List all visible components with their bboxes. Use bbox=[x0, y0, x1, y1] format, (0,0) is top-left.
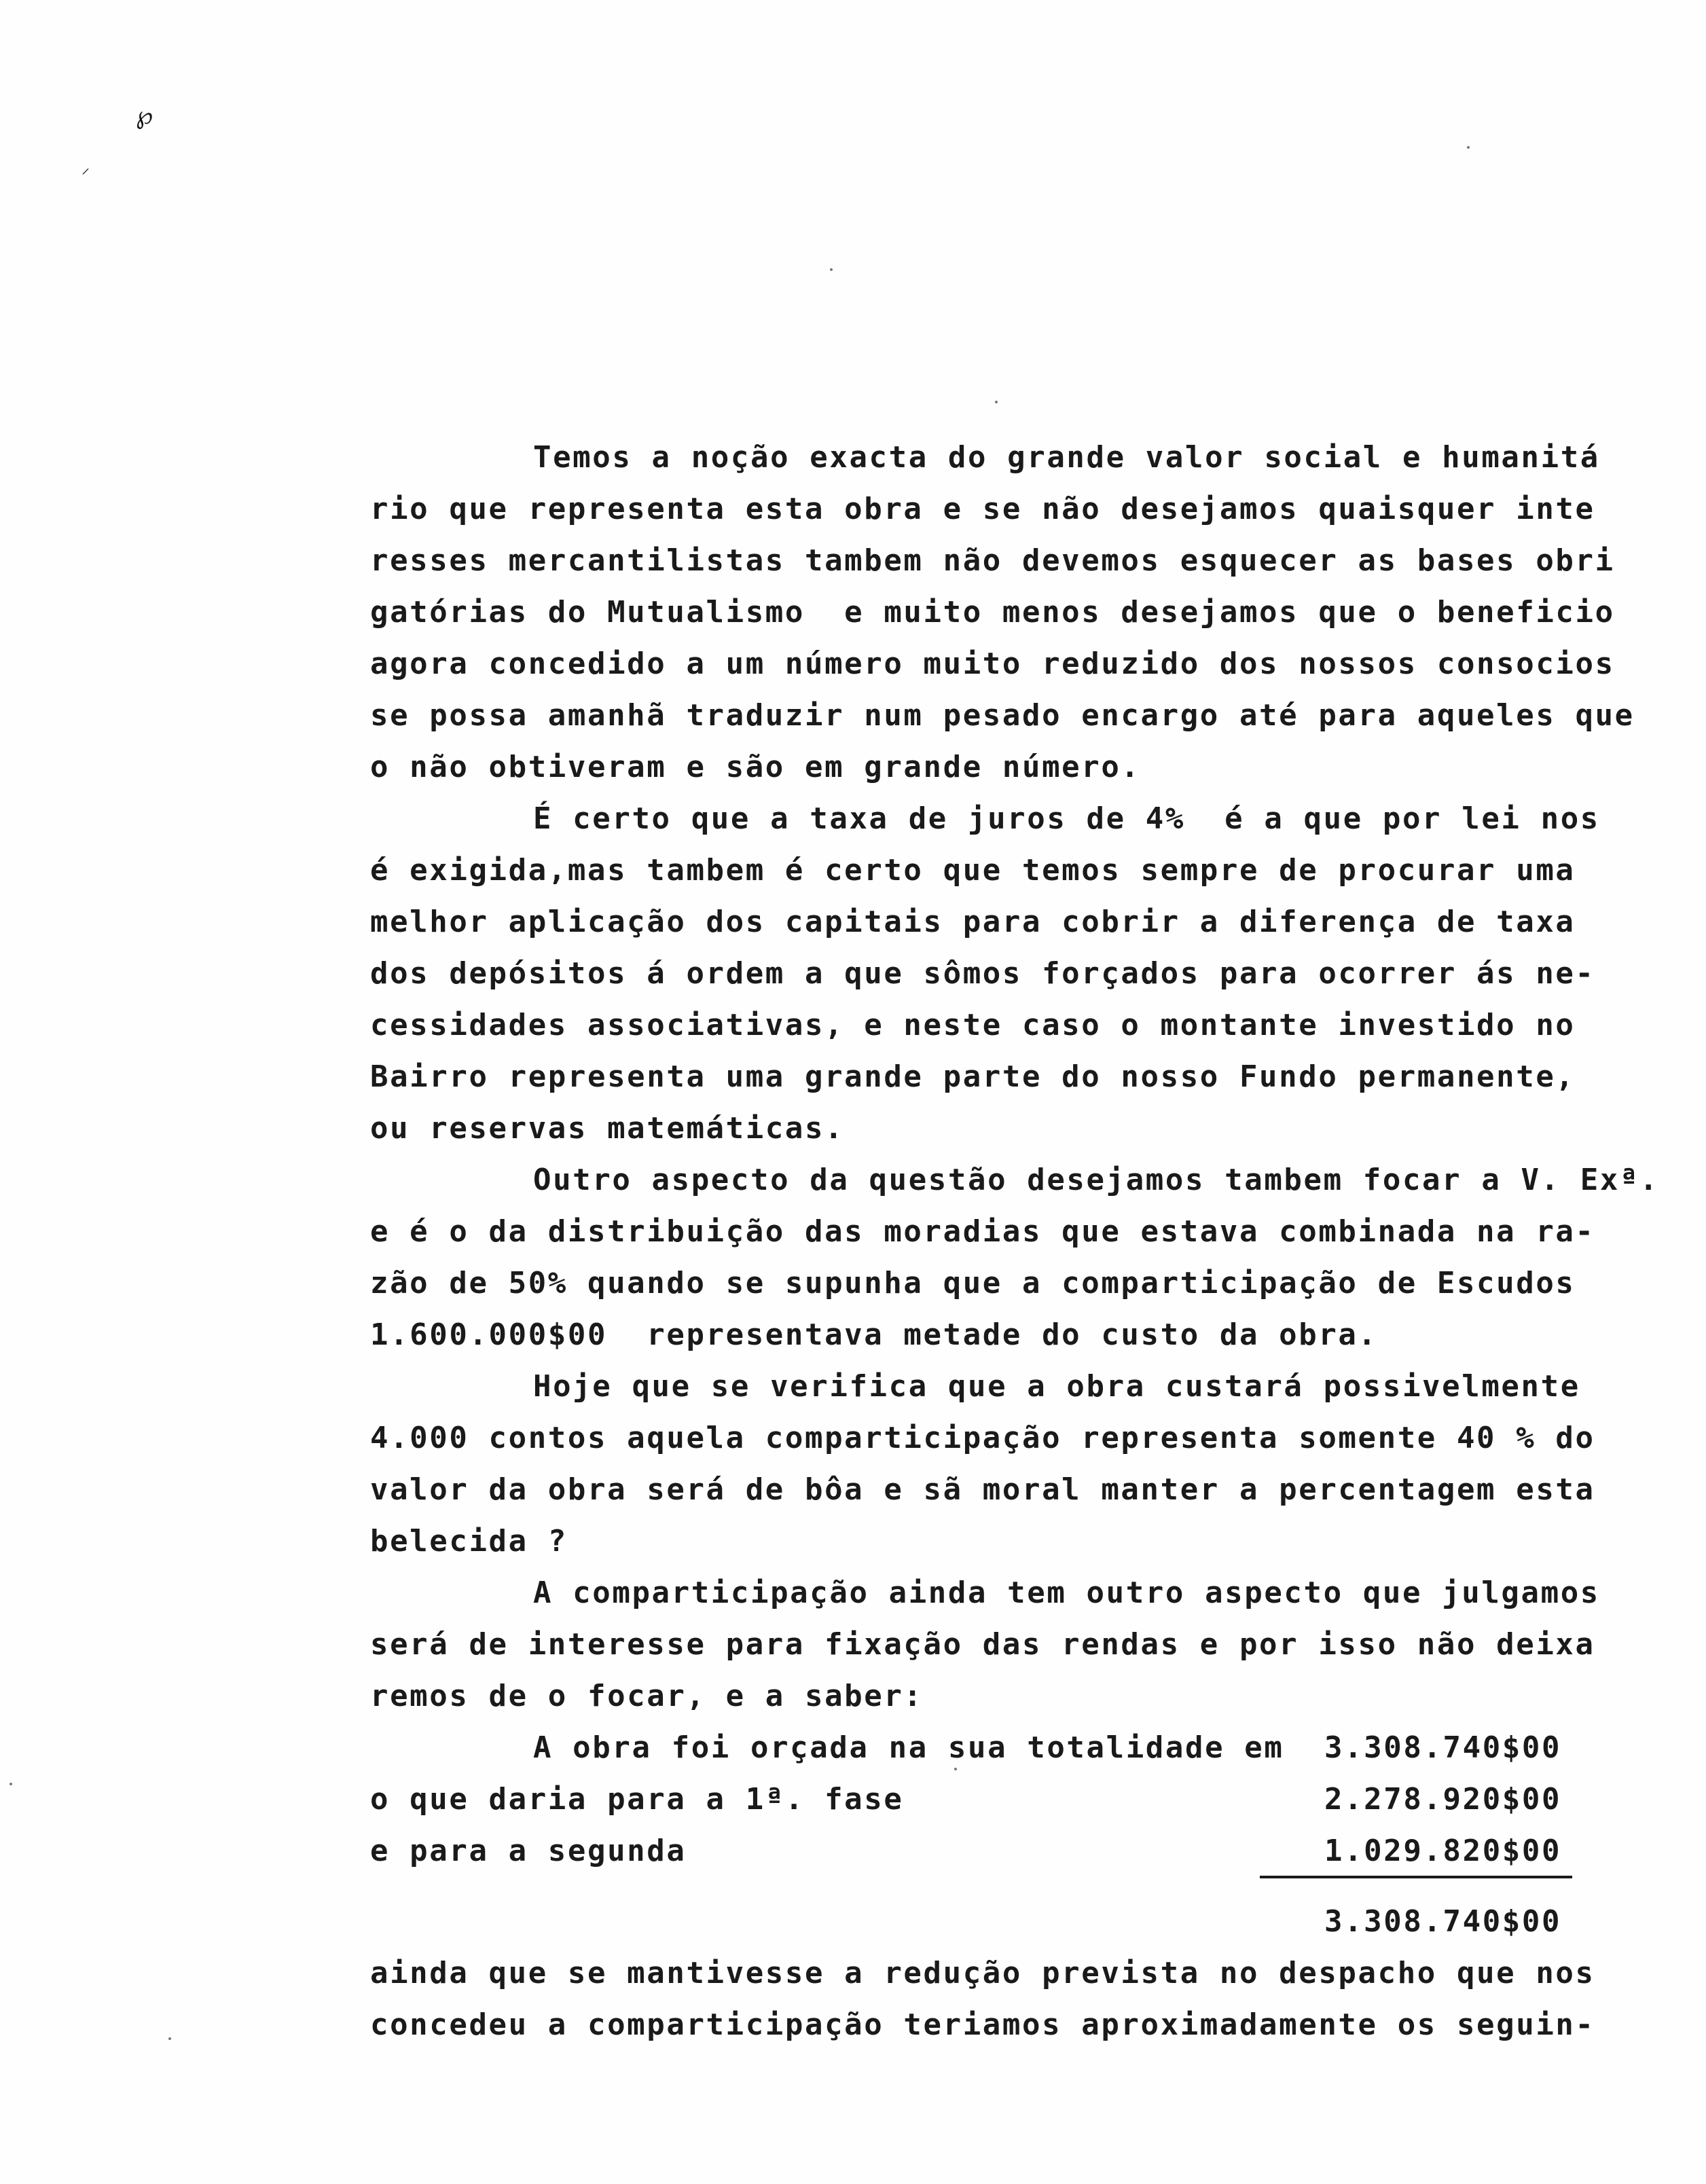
budget-phase2-label: e para a segunda bbox=[370, 1834, 687, 1868]
paragraph-5-line-3: remos de o focar, e a saber: bbox=[370, 1679, 924, 1713]
paragraph-3-line-3: zão de 50% quando se supunha que a comparticipação de Escudos bbox=[370, 1266, 1576, 1300]
paper-speck bbox=[168, 2037, 171, 2040]
budget-phase1-label: o que daria para a 1ª. fase bbox=[370, 1782, 904, 1817]
paragraph-3-line-2: e é o da distribuição das moradias que estava combinada na ra- bbox=[370, 1214, 1595, 1249]
paragraph-5-line-2: será de interesse para fixação das rendas e por isso não deixa bbox=[370, 1627, 1595, 1662]
paragraph-1-line-5: agora concedido a um número muito reduzido dos nossos consocios bbox=[370, 647, 1615, 681]
paragraph-2-line-1: É certo que a taxa de juros de 4% é a que por lei nos bbox=[533, 801, 1600, 836]
paragraph-2-line-3: melhor aplicação dos capitais para cobrir a diferença de taxa bbox=[370, 905, 1576, 939]
closing-line-1: ainda que se mantivesse a redução prevista no despacho que nos bbox=[370, 1956, 1595, 1990]
paper-speck bbox=[995, 401, 998, 403]
closing-line-2: concedeu a comparticipação teriamos aproximadamente os seguin- bbox=[370, 2007, 1595, 2042]
budget-total-value: 3.308.740$00 bbox=[1324, 1730, 1562, 1765]
paragraph-2-line-4: dos depósitos á ordem a que sômos forçados para ocorrer ás ne- bbox=[370, 956, 1595, 991]
paragraph-1-line-6: se possa amanhã traduzir num pesado encargo até para aqueles que bbox=[370, 698, 1635, 733]
paragraph-1-line-3: resses mercantilistas tambem não devemos esquecer as bases obri bbox=[370, 543, 1615, 578]
paragraph-4-line-4: belecida ? bbox=[370, 1524, 568, 1559]
paragraph-1-line-1: Temos a noção exacta do grande valor social e humanitá bbox=[533, 440, 1600, 475]
budget-sum-value: 3.308.740$00 bbox=[1324, 1904, 1562, 1939]
paragraph-2-line-6: Bairro representa uma grande parte do nosso Fundo permanente, bbox=[370, 1059, 1576, 1094]
sum-rule bbox=[1260, 1876, 1572, 1878]
paragraph-1-line-4: gatórias do Mutualismo e muito menos desejamos que o beneficio bbox=[370, 595, 1615, 630]
paper-speck bbox=[10, 1783, 12, 1785]
paragraph-4-line-3: valor da obra será de bôa e sã moral manter a percentagem esta bbox=[370, 1472, 1595, 1507]
paragraph-4-line-1: Hoje que se verifica que a obra custará possivelmente bbox=[533, 1369, 1580, 1404]
margin-pen-tick: ⸝ bbox=[81, 158, 90, 177]
budget-phase2-value: 1.029.820$00 bbox=[1324, 1834, 1562, 1868]
paragraph-2-line-7: ou reservas matemáticas. bbox=[370, 1111, 845, 1146]
budget-phase1-value: 2.278.920$00 bbox=[1324, 1782, 1562, 1817]
paragraph-3-line-1: Outro aspecto da questão desejamos tambem focar a V. Exª. bbox=[533, 1163, 1660, 1197]
paragraph-2-line-5: cessidades associativas, e neste caso o montante investido no bbox=[370, 1008, 1576, 1042]
budget-total-label: A obra foi orçada na sua totalidade em bbox=[533, 1730, 1284, 1765]
margin-handwritten-mark: ℘ bbox=[136, 102, 153, 130]
paragraph-1-line-7: o não obtiveram e são em grande número. bbox=[370, 750, 1141, 784]
paragraph-3-line-4: 1.600.000$00 representava metade do custo da obra. bbox=[370, 1317, 1378, 1352]
paragraph-1-line-2: rio que representa esta obra e se não desejamos quaisquer inte bbox=[370, 492, 1595, 526]
paragraph-4-line-2: 4.000 contos aquela comparticipação representa somente 40 % do bbox=[370, 1421, 1595, 1455]
paragraph-5-line-1: A comparticipação ainda tem outro aspecto que julgamos bbox=[533, 1576, 1600, 1610]
paper-speck bbox=[830, 268, 833, 271]
paper-speck bbox=[1467, 146, 1470, 149]
paragraph-2-line-2: é exigida,mas tambem é certo que temos sempre de procurar uma bbox=[370, 853, 1576, 888]
